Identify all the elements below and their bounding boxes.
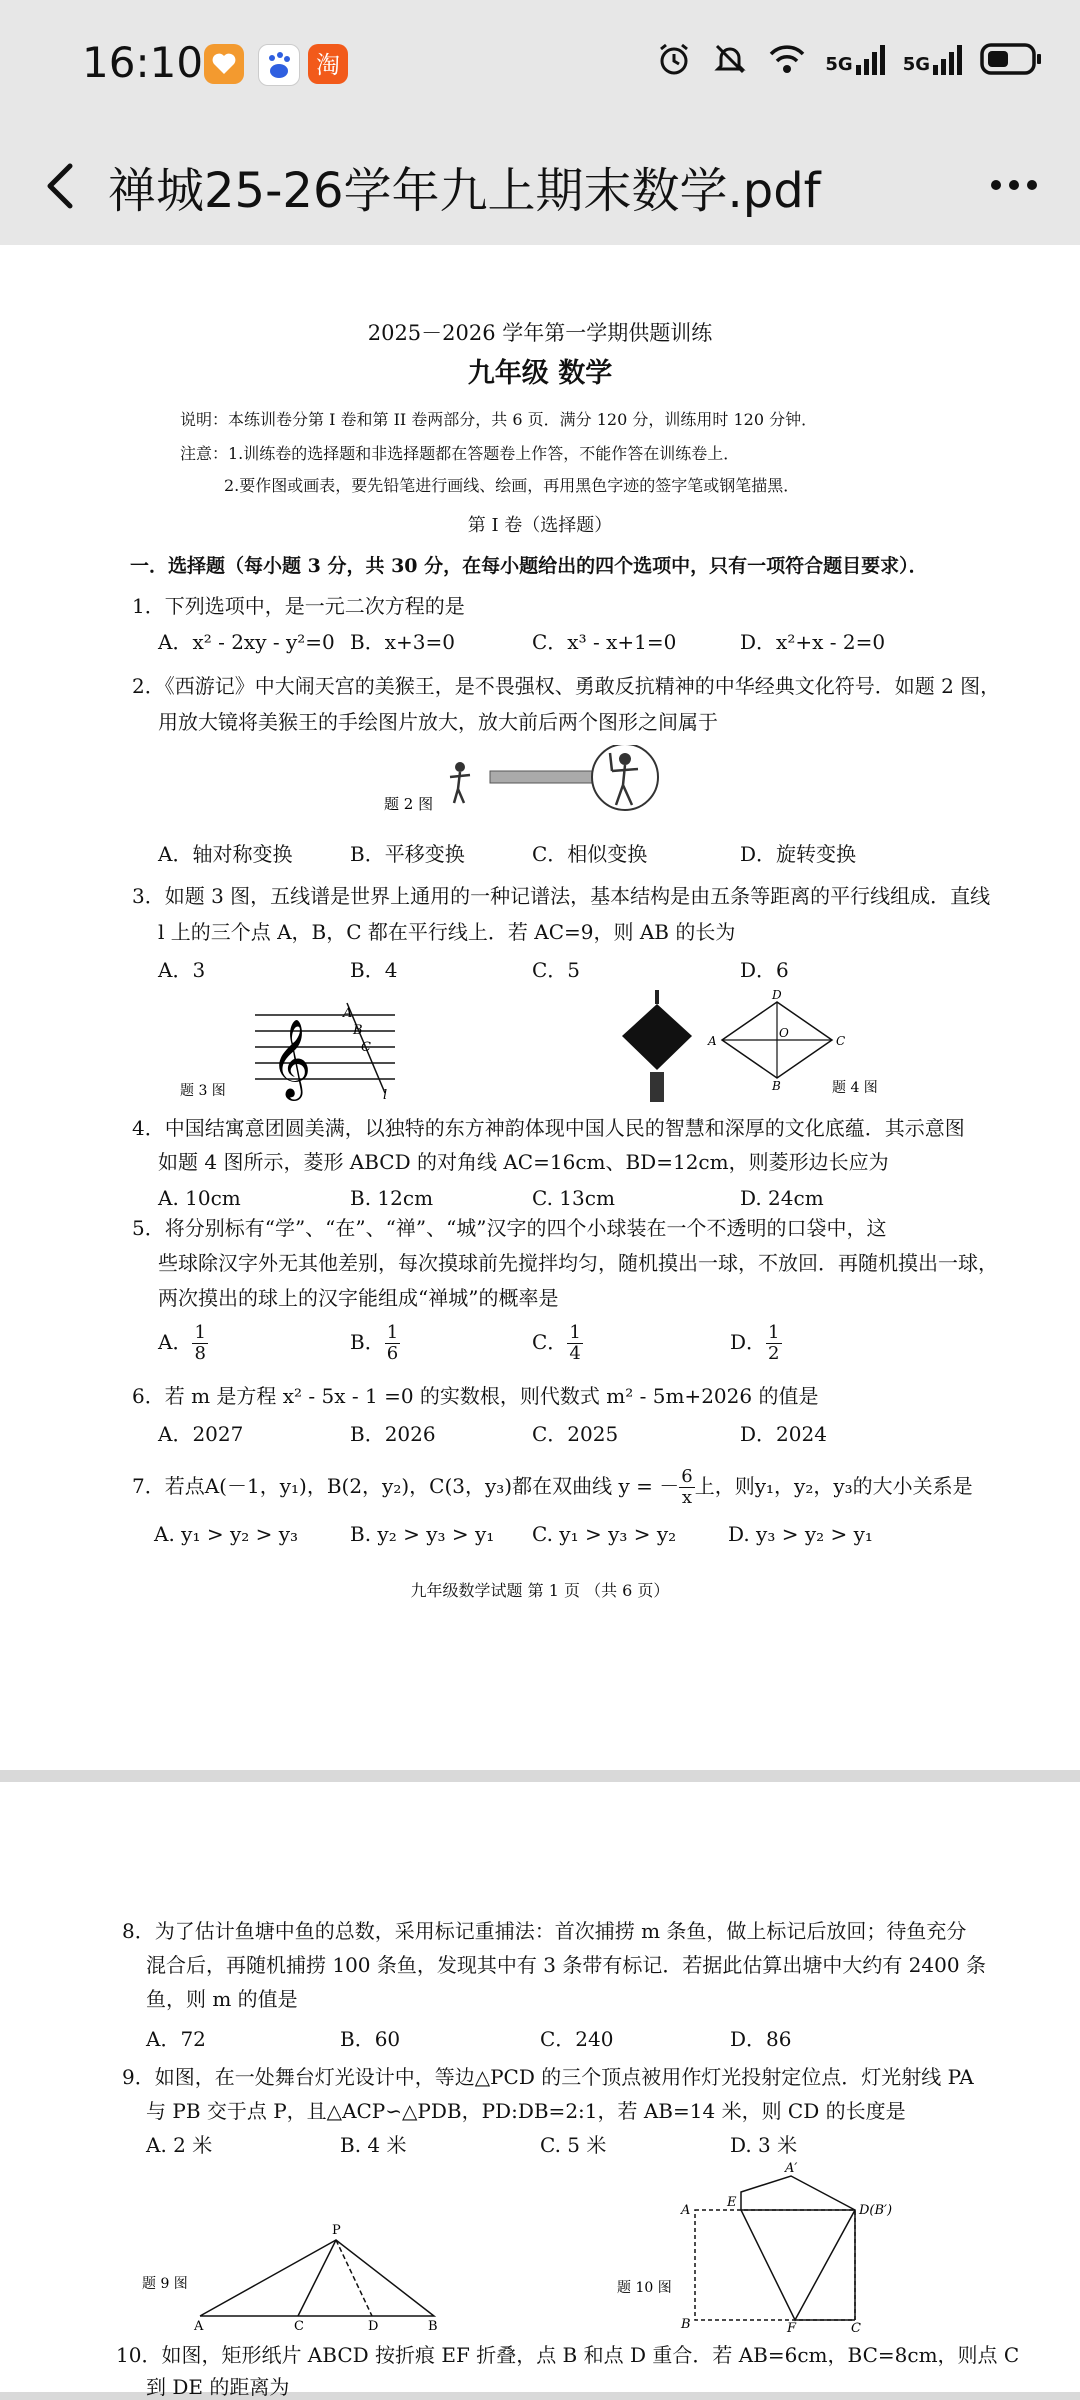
option-c: C．相似变换 xyxy=(532,842,648,866)
option-d: D. 3 米 xyxy=(730,2133,798,2157)
figure-3-staff xyxy=(175,995,405,1105)
alarm-icon xyxy=(655,40,693,78)
figure-label: 题 3 图 xyxy=(180,1083,226,1099)
question-4: 4．中国结寓意团圆美满，以独特的东方神韵体现中国人民的智慧和深厚的文化底蕴．其示意图 xyxy=(132,1116,965,1140)
figure-label: 题 10 图 xyxy=(617,2280,672,2296)
signal-bars-icon xyxy=(932,43,962,75)
fraction: $\frac{1}{6}$ xyxy=(386,1322,399,1364)
health-app-icon xyxy=(204,44,244,84)
svg-text:A′: A′ xyxy=(785,2162,798,2176)
exam-note: 注意：1.训练卷的选择题和非选择题都在答题卷上作答，不能作答在训练卷上． xyxy=(180,444,740,463)
section-title: 一．选择题（每小题 3 分，共 30 分，在每小题给出的四个选项中，只有一项符合题目要求）． xyxy=(130,555,928,577)
figure-label: 题 2 图 xyxy=(384,795,434,813)
option-b: B．60 xyxy=(340,2027,401,2051)
option-d: D．x²+x - 2=0 xyxy=(740,630,886,654)
option-b: B. y₂ > y₃ > y₁ xyxy=(350,1522,495,1546)
question-3-cont: l 上的三个点 A，B，C 都在平行线上．若 AC=9，则 AB 的长为 xyxy=(158,920,736,944)
svg-text:D: D xyxy=(772,990,782,1002)
option-a: A．72 xyxy=(146,2027,206,2051)
svg-text:B: B xyxy=(353,1023,363,1038)
svg-text:A: A xyxy=(343,1006,353,1021)
document-title-bar xyxy=(0,130,1080,245)
option-a: A． $\frac{1}{8}$ xyxy=(158,1322,206,1364)
page-footer: 九年级数学试题 第 1 页 （共 6 页） xyxy=(410,1581,670,1600)
exam-heading: 2025－2026 学年第一学期供题训练 xyxy=(367,321,713,345)
question-6: 6．若 m 是方程 x² - 5x - 1 =0 的实数根，则代数式 m² - 5m+2026 的值是 xyxy=(132,1384,819,1408)
question-1: 1．下列选项中，是一元二次方程的是 xyxy=(132,594,465,618)
svg-text:B: B xyxy=(772,1079,781,1093)
fraction: $\frac{6}{x}$ xyxy=(681,1466,693,1508)
option-d: D. y₃ > y₂ > y₁ xyxy=(728,1522,873,1546)
back-button[interactable] xyxy=(36,148,96,218)
volume-title: 第 I 卷（选择题） xyxy=(467,515,613,536)
exam-subheading: 九年级 数学 xyxy=(467,358,613,389)
svg-text:C: C xyxy=(851,2321,861,2332)
question-2: 2．《西游记》中大闹天宫的美猴王，是不畏强权、勇敢反抗精神的中华经典文化符号．如题 2 图， xyxy=(132,674,1001,698)
figure-label: 题 4 图 xyxy=(832,1080,878,1096)
option-c: C．2025 xyxy=(532,1422,619,1446)
option-a: A．x² - 2xy - y²=0 xyxy=(158,630,335,654)
more-dots-icon xyxy=(984,160,1044,210)
svg-text:B: B xyxy=(428,2319,438,2332)
option-d: D． $\frac{1}{2}$ xyxy=(730,1322,780,1364)
more-options-button[interactable] xyxy=(984,160,1044,210)
signal-bars-icon xyxy=(855,43,885,75)
option-b: B. 12cm xyxy=(350,1186,434,1210)
pdf-page-2 xyxy=(0,1782,1080,2399)
svg-text:C: C xyxy=(361,1040,371,1055)
question-5-cont: 些球除汉字外无其他差别，每次摸球前先搅拌均匀，随机摸出一球，不放回．再随机摸出一球， xyxy=(158,1251,998,1275)
question-10-cont: 到 DE 的距离为 xyxy=(146,2375,290,2399)
option-c: C．240 xyxy=(540,2027,614,2051)
option-b: B．x+3=0 xyxy=(350,630,455,654)
question-8-cont: 鱼，则 m 的值是 xyxy=(146,1987,298,2011)
status-bar xyxy=(0,0,1080,130)
option-d: D．旋转变换 xyxy=(740,842,857,866)
fraction: $\frac{1}{2}$ xyxy=(768,1322,780,1364)
option-a: A. 2 米 xyxy=(146,2133,213,2157)
figure-label: 题 9 图 xyxy=(142,2276,188,2292)
svg-text:D(B′): D(B′) xyxy=(859,2203,893,2218)
question-9: 9．如图，在一处舞台灯光设计中，等边△PCD 的三个顶点被用作灯光投射定位点．灯光射线 PA xyxy=(122,2065,974,2089)
question-5-cont: 两次摸出的球上的汉字能组成“禅城”的概率是 xyxy=(158,1286,559,1310)
status-icons xyxy=(655,40,1044,78)
baidu-app-icon xyxy=(258,44,300,86)
svg-text:B: B xyxy=(681,2317,691,2332)
svg-text:A: A xyxy=(194,2319,204,2332)
magnifier-handle xyxy=(490,771,600,783)
question-8: 8．为了估计鱼塘中鱼的总数，采用标记重捕法：首次捕捞 m 条鱼，做上标记后放回；待鱼充分 xyxy=(122,1919,967,1943)
option-c: C. y₁ > y₃ > y₂ xyxy=(532,1522,677,1546)
exam-note: 2.要作图或画表，要先铅笔进行画线、绘画，再用黑色字迹的签字笔或钢笔描黑． xyxy=(224,476,800,495)
figure-9-triangle xyxy=(140,2222,470,2332)
option-a: A．3 xyxy=(158,958,206,982)
signal-5g-2: 5G xyxy=(903,43,962,75)
battery-icon xyxy=(980,42,1044,76)
option-d: D．2024 xyxy=(740,1422,827,1446)
figure-2-magnifier xyxy=(380,745,680,825)
option-c: C. 13cm xyxy=(532,1186,615,1210)
question-9-cont: 与 PB 交于点 P，且△ACP∽△PDB，PD:DB=2:1，若 AB=14 米，则 CD 的长度是 xyxy=(146,2099,906,2123)
option-c: C． $\frac{1}{4}$ xyxy=(532,1322,581,1364)
option-c: C. 5 米 xyxy=(540,2133,607,2157)
svg-text:D: D xyxy=(368,2319,379,2332)
chinese-knot-icon xyxy=(622,1004,692,1070)
option-b: B. 4 米 xyxy=(340,2133,407,2157)
monkey-king-small-icon xyxy=(450,762,470,803)
taobao-app-icon xyxy=(308,44,348,84)
question-10: 10．如图，矩形纸片 ABCD 按折痕 EF 折叠，点 B 和点 D 重合．若 AB=6cm，BC=8cm，则点 C xyxy=(116,2343,1020,2367)
back-arrow-icon xyxy=(36,148,96,218)
signal-5g-1: 5G xyxy=(825,43,884,75)
svg-text:E: E xyxy=(727,2195,737,2210)
question-5: 5．将分别标有“学”、“在”、“禅”、“城”汉字的四个小球装在一个不透明的口袋中，这 xyxy=(132,1216,887,1240)
option-a: A. 10cm xyxy=(158,1186,241,1210)
option-d: D．6 xyxy=(740,958,789,982)
svg-text:F: F xyxy=(787,2321,797,2332)
svg-text:A: A xyxy=(681,2203,691,2218)
fraction: $\frac{1}{8}$ xyxy=(194,1322,206,1364)
option-b: B．4 xyxy=(350,958,398,982)
option-a: A．轴对称变换 xyxy=(158,842,293,866)
svg-text:A: A xyxy=(708,1034,717,1048)
option-a: A. y₁ > y₂ > y₃ xyxy=(154,1522,299,1546)
document-title: 禅城25-26学年九上期末数学.pdf xyxy=(108,163,821,219)
option-c: C．5 xyxy=(532,958,581,982)
option-c: C．x³ - x+1=0 xyxy=(532,630,677,654)
svg-text:C: C xyxy=(294,2319,304,2332)
wifi-icon xyxy=(767,40,807,78)
question-8-cont: 混合后，再随机捕捞 100 条鱼，发现其中有 3 条带有标记．若据此估算出塘中大约有 2400 条 xyxy=(146,1953,986,1977)
treble-clef-icon: 𝄞 xyxy=(271,1019,312,1098)
exam-note: 说明：本练训卷分第 I 卷和第 II 卷两部分，共 6 页．满分 120 分，训练用时 120 分钟． xyxy=(180,410,818,429)
svg-text:淘: 淘 xyxy=(316,51,340,79)
option-d: D．86 xyxy=(730,2027,792,2051)
option-b: B．平移变换 xyxy=(350,842,465,866)
question-2-cont: 用放大镜将美猴王的手绘图片放大，放大前后两个图形之间属于 xyxy=(158,710,718,734)
svg-text:O: O xyxy=(779,1026,789,1040)
pdf-page-1 xyxy=(0,245,1080,1770)
fraction: $\frac{1}{4}$ xyxy=(569,1322,581,1364)
question-3: 3．如题 3 图，五线谱是世界上通用的一种记谱法，基本结构是由五条等距离的平行线组成．直线 xyxy=(132,884,991,908)
question-7: 7．若点A(－1，y₁)，B(2，y₂)，C(3，y₃)都在双曲线 y = － $\frac{6}{x}$ 上，则y₁，y₂，y₃的大小关系是 xyxy=(132,1466,973,1508)
question-4-cont: 如题 4 图所示，菱形 ABCD 的对角线 AC=16cm、BD=12cm，则菱形边长应为 xyxy=(158,1150,889,1174)
svg-text:C: C xyxy=(836,1034,846,1048)
option-d: D. 24cm xyxy=(740,1186,824,1210)
mute-icon xyxy=(711,40,749,78)
clock: 16:10 xyxy=(82,38,204,87)
option-b: B．2026 xyxy=(350,1422,436,1446)
option-a: A．2027 xyxy=(158,1422,244,1446)
figure-4-chinese-knot xyxy=(612,990,902,1110)
figure-10-rectangle-fold xyxy=(615,2162,905,2332)
svg-text:l: l xyxy=(383,1088,388,1103)
svg-text:P: P xyxy=(332,2223,341,2238)
option-b: B． $\frac{1}{6}$ xyxy=(350,1322,399,1364)
